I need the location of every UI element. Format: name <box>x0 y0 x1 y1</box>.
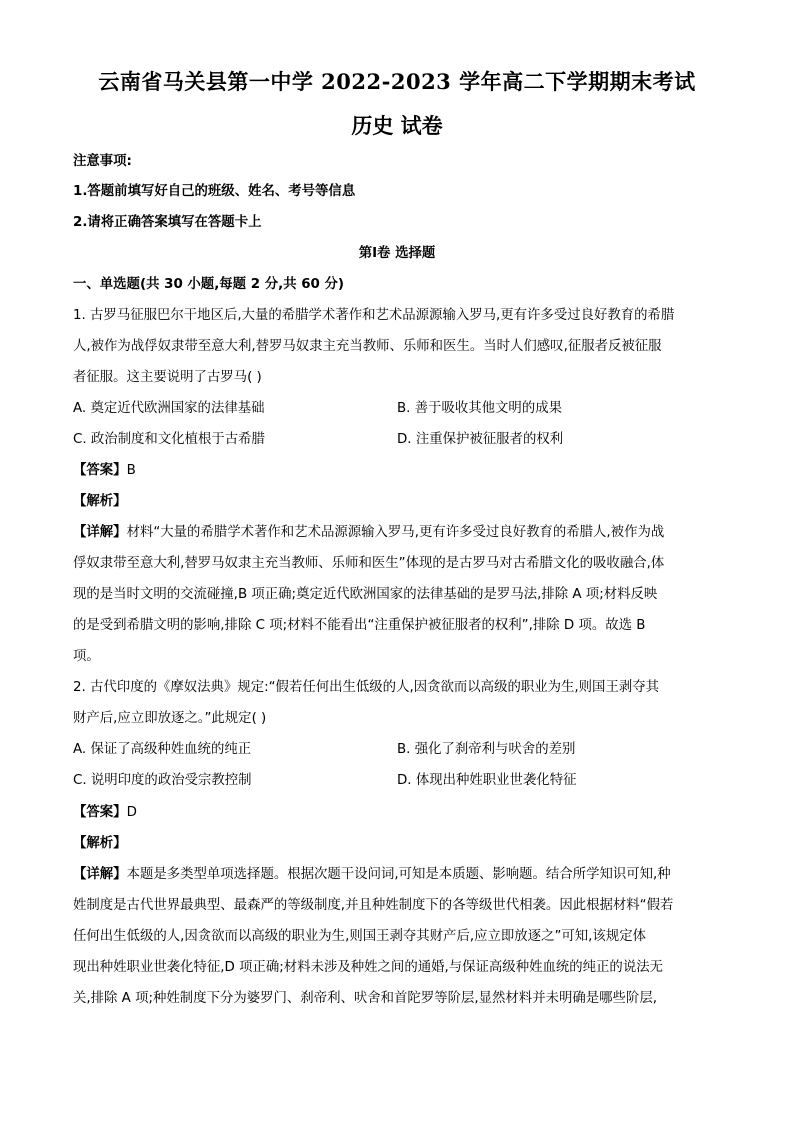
detail-line: 姓制度是古代世界最典型、最森严的等级制度,并且种姓制度下的各等级世代相袭。因此根据材料“假若 <box>73 898 674 913</box>
exam-title: 云南省马关县第一中学 2022-2023 学年高二下学期期末考试 <box>98 69 696 94</box>
detail-line <box>73 865 725 885</box>
detail-text: 本题是多类型单项选择题。根据次题干设问词,可知是本质题、影响题。结合所学知识可知,种 <box>126 867 671 882</box>
detail-line: 现的是当时文明的交流碰撞,B 项正确;奠定近代欧洲国家的法律基础的是罗马法,排除 A 项;材料反映 <box>73 587 658 602</box>
option-d: D. 注重保护被征服者的权利 <box>397 432 564 447</box>
option-b: B. 强化了刹帝利与吠舍的差别 <box>397 742 576 757</box>
answer-line <box>73 803 725 823</box>
answer-value: B <box>126 463 136 478</box>
section-heading: 一、单选题(共 30 小题,每题 2 分,共 60 分) <box>73 277 345 292</box>
notice-item: 1.答题前填写好自己的班级、姓名、考号等信息 <box>73 184 356 199</box>
detail-line: 现出种姓职业世袭化特征,D 项正确;材料未涉及种姓之间的通婚,与保证高级种姓血统的纯正的说法无 <box>73 960 663 975</box>
answer-value: D <box>126 805 137 820</box>
detail-line: 关,排除 A 项;种姓制度下分为婆罗门、刹帝利、吠舍和首陀罗等阶层,显然材料并未明确是哪些阶层, <box>73 991 657 1006</box>
question-stem: 1. 古罗马征服巴尔干地区后,大量的希腊学术著作和艺术品源源输入罗马,更有许多受过良好教育的希腊 <box>73 308 675 323</box>
analysis-label: 【解析】 <box>73 836 127 851</box>
answer-label: 【答案】 <box>73 805 127 820</box>
question-stem: 财产后,应立即放逐之。”此规定( ) <box>73 711 267 726</box>
detail-line: 项。 <box>73 649 100 664</box>
notice-item: 2.请将正确答案填写在答题卡上 <box>73 215 262 230</box>
detail-line: 的是受到希腊文明的影响,排除 C 项;材料不能看出“注重保护被征服者的权利”,排除 D 项。故选 B <box>73 618 646 633</box>
question-stem: 人,被作为战俘奴隶带至意大利,替罗马奴隶主充当教师、乐师和医生。当时人们感叹,征服者反被征服 <box>73 339 662 354</box>
question-stem: 者征服。这主要说明了古罗马( ) <box>73 370 262 385</box>
option-a: A. 奠定近代欧洲国家的法律基础 <box>73 401 265 416</box>
answer-label: 【答案】 <box>73 463 127 478</box>
detail-label: 【详解】 <box>73 525 127 540</box>
detail-line: 俘奴隶带至意大利,替罗马奴隶主充当教师、乐师和医生”体现的是古罗马对古希腊文化的吸收融合,体 <box>73 556 665 571</box>
option-d: D. 体现出种姓职业世袭化特征 <box>397 773 577 788</box>
notice-heading: 注意事项: <box>73 154 132 169</box>
detail-text: 材料“大量的希腊学术著作和艺术品源源输入罗马,更有许多受过良好教育的希腊人,被作为战 <box>126 525 665 540</box>
analysis-label: 【解析】 <box>73 494 127 509</box>
option-c: C. 说明印度的政治受宗教控制 <box>73 773 252 788</box>
option-c: C. 政治制度和文化植根于古希腊 <box>73 432 265 447</box>
option-a: A. 保证了高级种姓血统的纯正 <box>73 742 252 757</box>
answer-line <box>73 461 725 481</box>
exam-subtitle: 历史 试卷 <box>351 113 443 138</box>
detail-line <box>73 523 725 543</box>
detail-label: 【详解】 <box>73 867 127 882</box>
option-b: B. 善于吸收其他文明的成果 <box>397 401 562 416</box>
question-stem: 2. 古代印度的《摩奴法典》规定:“假若任何出生低级的人,因贪欲而以高级的职业为生,则国王剥夺其 <box>73 680 660 695</box>
detail-line: 任何出生低级的人,因贪欲而以高级的职业为生,则国王剥夺其财产后,应立即放逐之”可知,该规定体 <box>73 929 646 944</box>
part-title: 第Ⅰ卷 选择题 <box>358 246 436 261</box>
